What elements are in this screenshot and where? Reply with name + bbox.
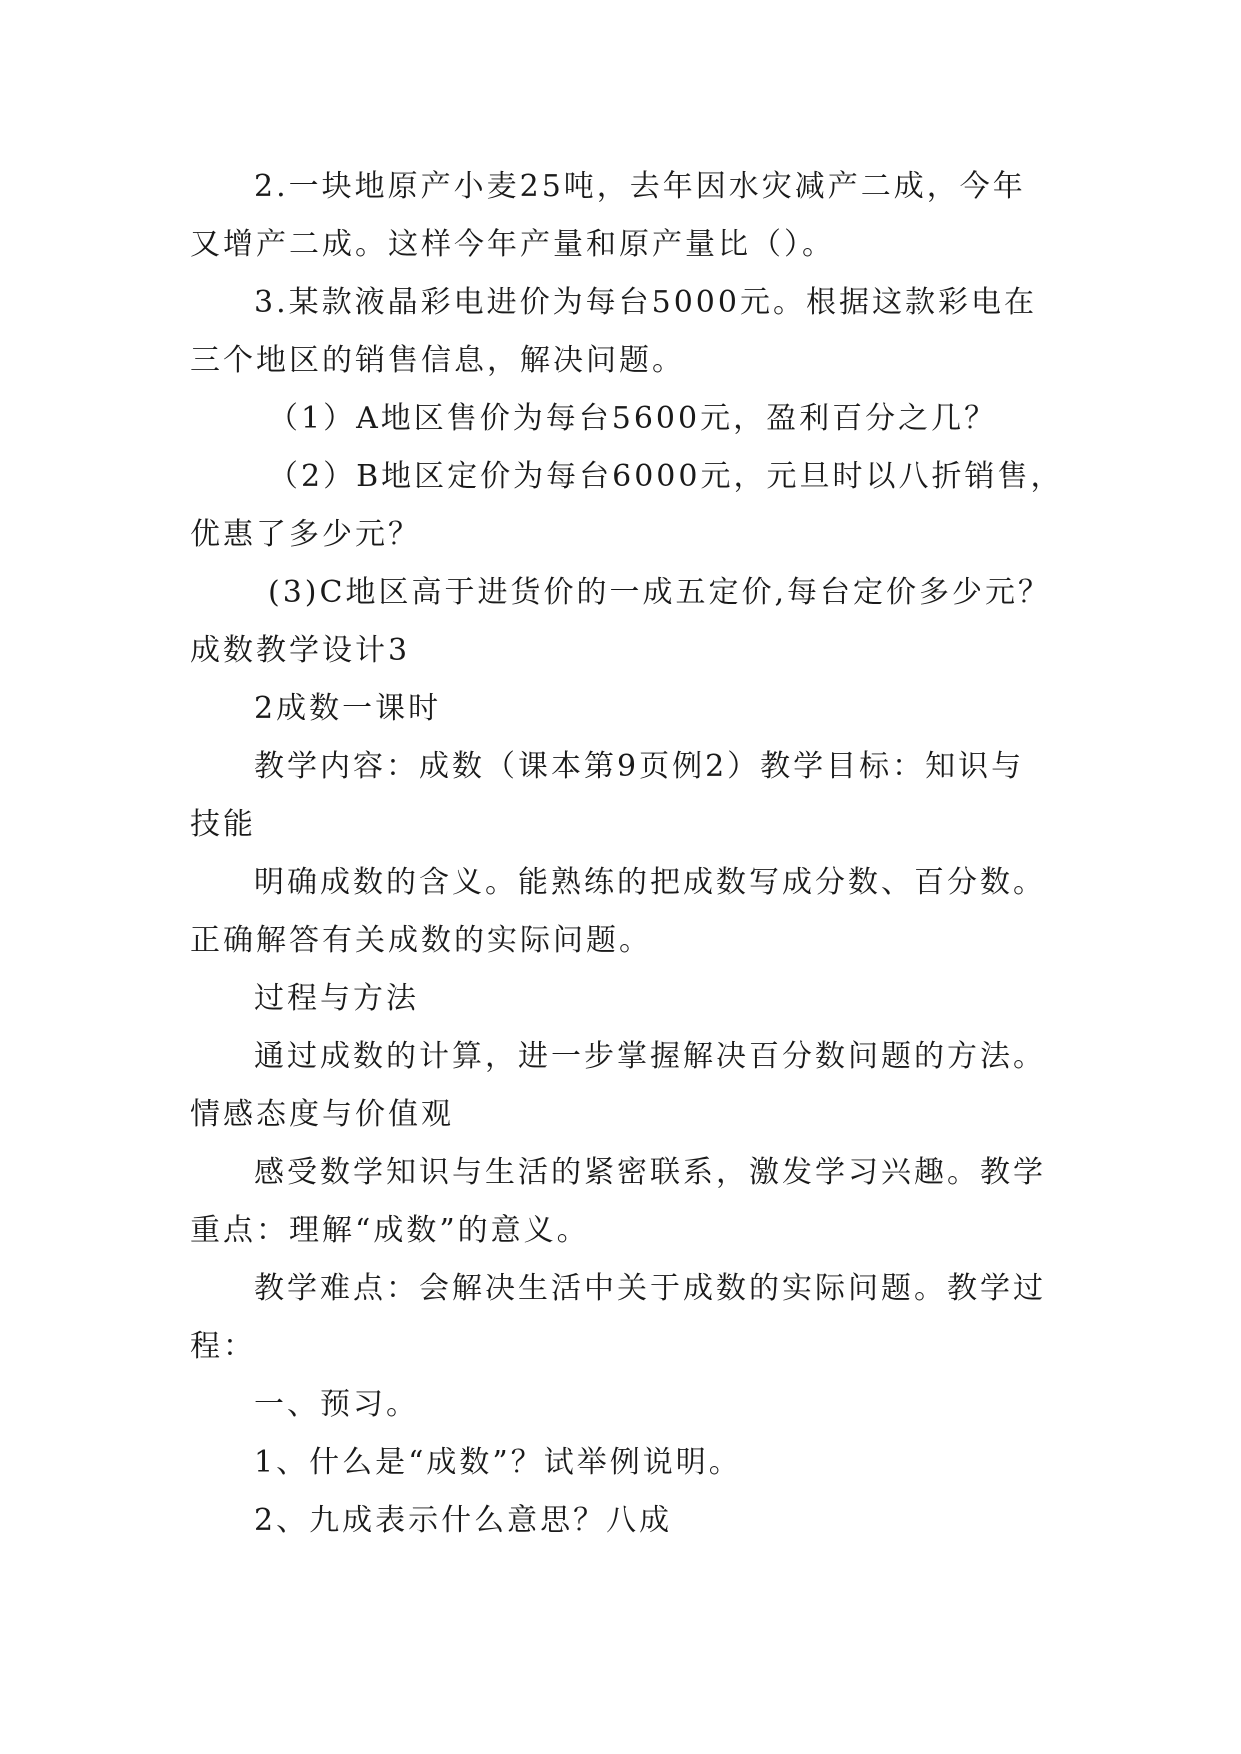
text-line: 2成数一课时 [254,691,442,726]
text-line: 2.一块地原产小麦25吨，去年因水灾减产二成，今年 [254,169,1026,204]
text-line: 又增产二成。这样今年产量和原产量比（）。 [190,227,835,262]
text-line: 通过成数的计算，进一步掌握解决百分数问题的方法。 [254,1039,1046,1074]
text-line: 一、预习。 [254,1387,419,1422]
text-line: 重点：理解“成数”的意义。 [190,1213,590,1248]
text-line: (3)C地区高于进货价的一成五定价,每台定价多少元？ [268,575,1051,610]
text-line: 正确解答有关成数的实际问题。 [190,923,652,958]
text-line: 2、九成表示什么意思？八成 [254,1503,673,1538]
section-title: 成数教学设计3 [190,633,411,668]
text-line: 优惠了多少元？ [190,517,421,552]
text-line: 程： [190,1329,256,1364]
text-line: （1）A地区售价为每台5600元，盈利百分之几？ [268,401,998,436]
text-line: 过程与方法 [254,981,419,1016]
text-line: 感受数学知识与生活的紧密联系，激发学习兴趣。教学 [254,1155,1046,1190]
text-line: 技能 [190,807,256,842]
text-line: （2）B地区定价为每台6000元，元旦时以八折销售， [268,459,1064,494]
document-body [190,158,1070,1550]
text-line: 明确成数的含义。能熟练的把成数写成分数、百分数。 [254,865,1046,900]
text-line: 三个地区的销售信息，解决问题。 [190,343,685,378]
text-line: 1、什么是“成数”？试举例说明。 [254,1445,742,1480]
text-line: 3.某款液晶彩电进价为每台5000元。根据这款彩电在 [254,285,1037,320]
text-line: 教学内容：成数（课本第9页例2）教学目标：知识与 [254,749,1025,784]
text-line: 教学难点：会解决生活中关于成数的实际问题。教学过 [254,1271,1046,1306]
text-line: 情感态度与价值观 [190,1097,454,1132]
